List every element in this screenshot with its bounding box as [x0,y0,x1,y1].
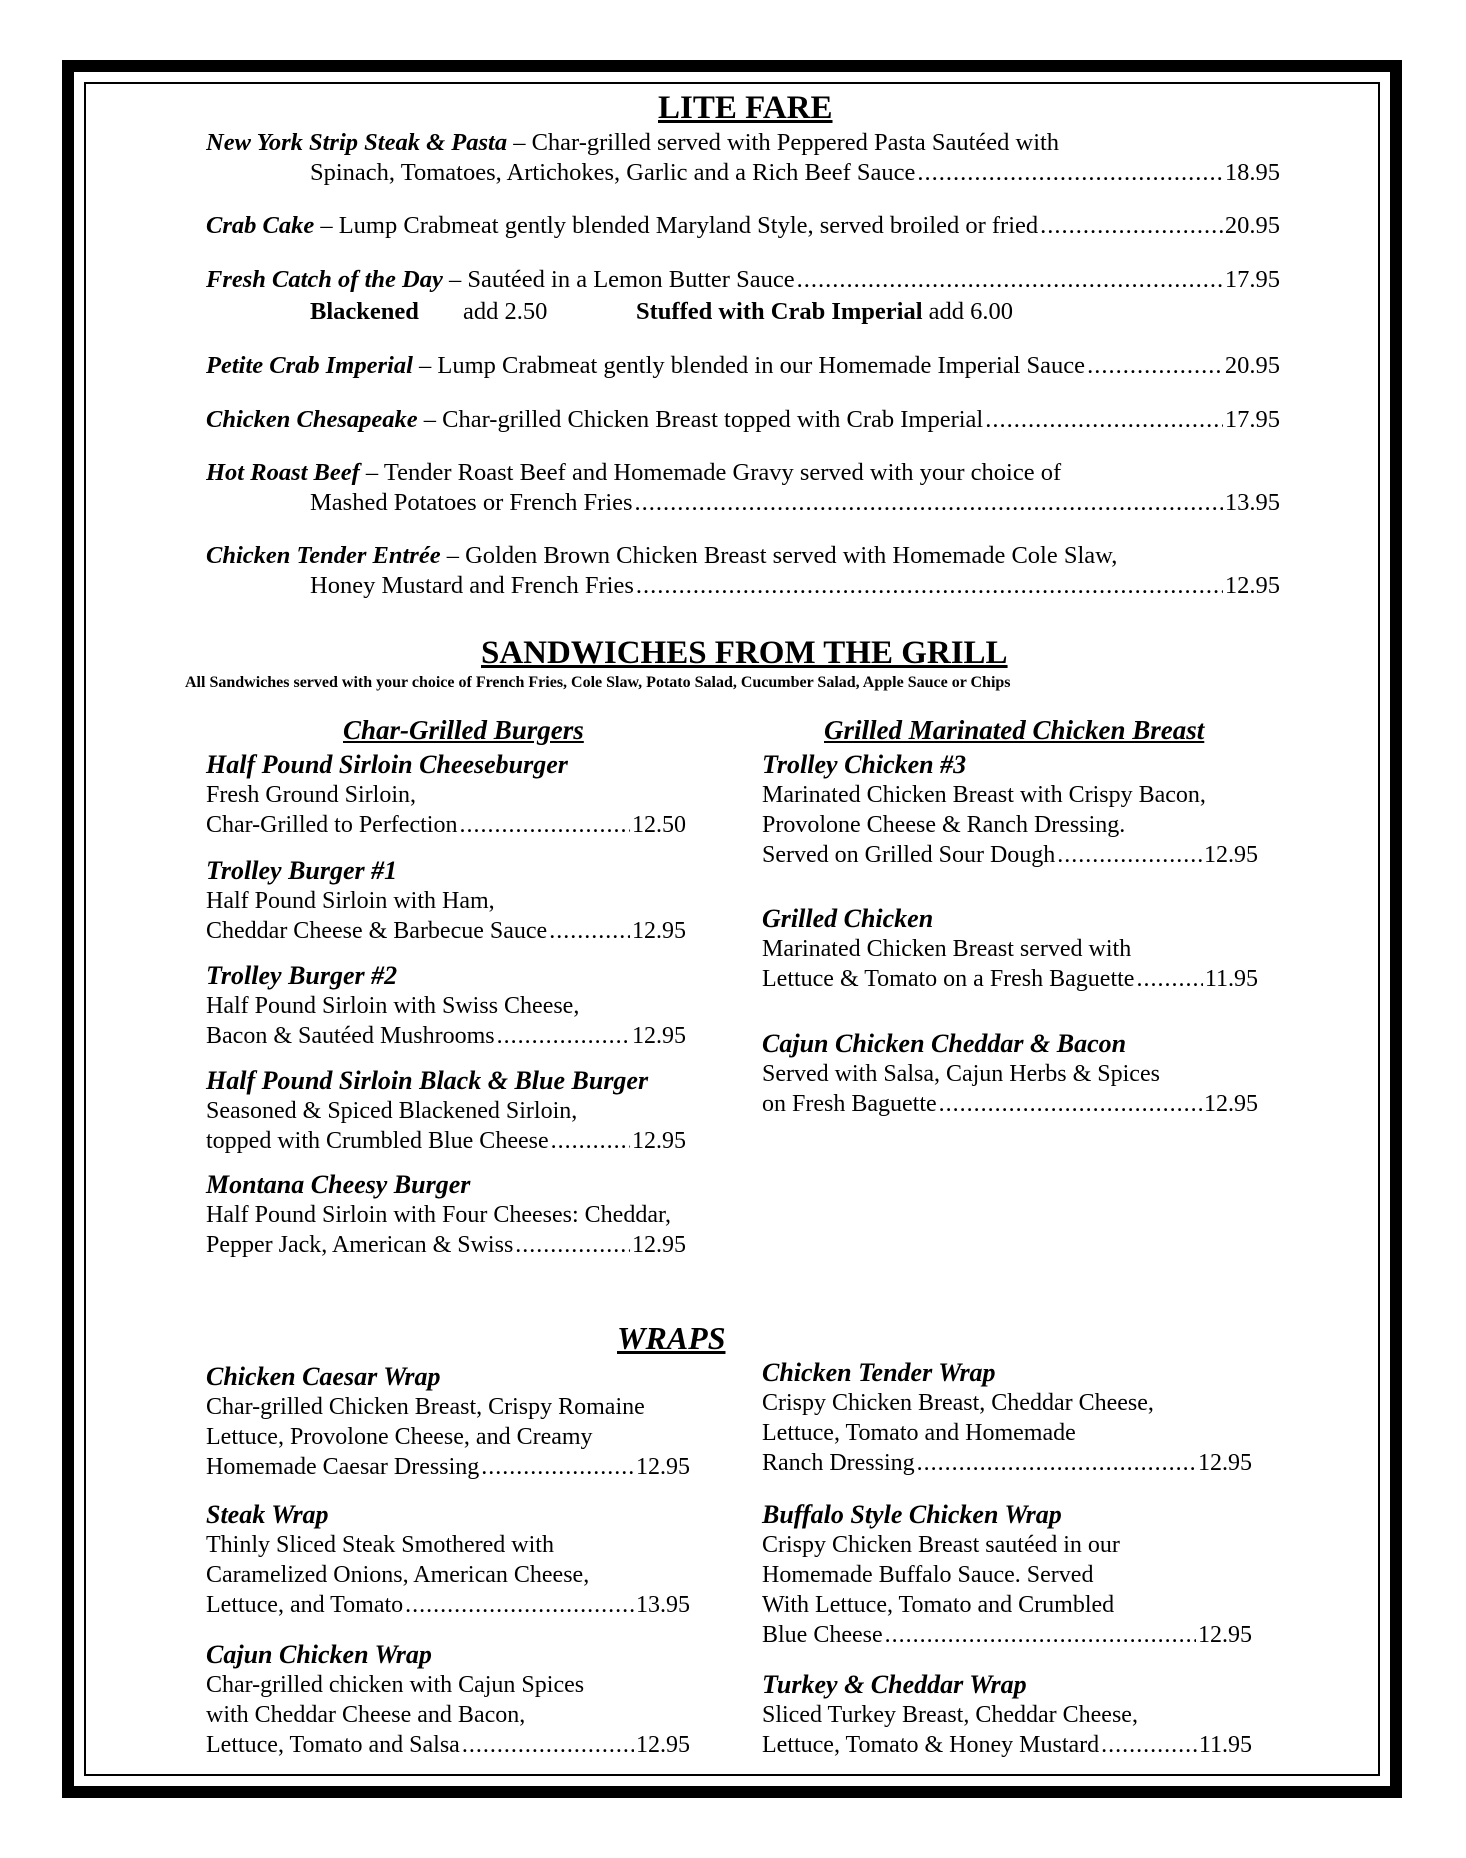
menu-item [762,1358,1252,1478]
item-desc: – Char-grilled served with Peppered Pasta Sautéed with [507,129,1060,156]
item-desc: Crispy Chicken Breast sautéed in our [762,1532,1120,1558]
wraps-heading: WRAPS [617,1320,726,1356]
item-name: Chicken Caesar Wrap [206,1362,441,1391]
item-desc: Char-grilled chicken with Cajun Spices [206,1672,585,1698]
sandwiches-heading: SANDWICHES FROM THE GRILL [481,635,1008,671]
lite-item [206,541,1280,601]
item-desc: Thinly Sliced Steak Smothered with [206,1532,554,1558]
item-name: Chicken Chesapeake [206,406,418,433]
menu-item [762,750,1258,870]
burgers-heading: Char-Grilled Burgers [343,715,584,745]
item-desc: Cheddar Cheese & Barbecue Sauce [206,918,548,944]
item-desc: Served with Salsa, Cajun Herbs & Spices [762,1061,1160,1087]
item-desc: Honey Mustard and French Fries [310,572,634,599]
item-price: 11.95 [1198,1732,1252,1758]
item-desc: Lettuce, Tomato and Homemade [762,1420,1076,1446]
item-name: Half Pound Sirloin Cheeseburger [206,750,568,779]
menu-item [206,1362,690,1482]
item-name: Fresh Catch of the Day [206,266,443,293]
item-name: Steak Wrap [206,1500,329,1529]
item-price: 17.95 [1224,406,1280,433]
item-name: Cajun Chicken Cheddar & Bacon [762,1029,1127,1058]
item-price: 12.95 [632,1023,686,1049]
item-desc: Caramelized Onions, American Cheese, [206,1562,590,1588]
item-price: 12.95 [632,918,686,944]
item-desc: Half Pound Sirloin with Four Cheeses: Cheddar, [206,1202,671,1228]
lite-item [206,211,1280,241]
menu-item [206,1066,686,1156]
item-desc: topped with Crumbled Blue Cheese [206,1128,549,1154]
item-desc: Blue Cheese [762,1622,883,1648]
item-name: Crab Cake [206,212,315,239]
item-desc: Half Pound Sirloin with Swiss Cheese, [206,993,580,1019]
item-name: Grilled Chicken [762,904,934,933]
item-price: 18.95 [1224,159,1280,186]
item-desc: with Cheddar Cheese and Bacon, [206,1702,526,1728]
menu-item [762,904,1258,994]
item-desc: Fresh Ground Sirloin, [206,782,416,808]
item-desc: Pepper Jack, American & Swiss [206,1232,514,1258]
item-name: Chicken Tender Entrée [206,542,441,569]
chicken-heading: Grilled Marinated Chicken Breast [824,715,1205,745]
lite-item [206,405,1280,435]
item-desc: Spinach, Tomatoes, Artichokes, Garlic and a Rich Beef Sauce [310,159,916,186]
item-name: Petite Crab Imperial [206,352,413,379]
item-desc: Char-grilled Chicken Breast, Crispy Romaine [206,1394,645,1420]
item-price: 12.95 [1204,842,1258,868]
item-desc: Homemade Buffalo Sauce. Served [762,1562,1094,1588]
item-desc: Homemade Caesar Dressing [206,1454,480,1480]
item-name: Montana Cheesy Burger [206,1170,471,1199]
item-desc: Mashed Potatoes or French Fries [310,489,633,516]
item-desc: Char-Grilled to Perfection [206,812,458,838]
item-desc: Bacon & Sautéed Mushrooms [206,1023,495,1049]
item-desc: Sliced Turkey Breast, Cheddar Cheese, [762,1702,1138,1728]
item-desc: With Lettuce, Tomato and Crumbled [762,1592,1115,1618]
menu-item [206,750,686,840]
menu-item [762,1670,1252,1760]
item-desc: Lettuce, and Tomato [206,1592,404,1618]
item-name: Cajun Chicken Wrap [206,1640,432,1669]
item-desc: on Fresh Baguette [762,1091,937,1117]
item-desc: Served on Grilled Sour Dough [762,842,1056,868]
item-desc: Marinated Chicken Breast served with [762,936,1132,962]
item-name: Hot Roast Beef [206,459,360,486]
item-desc: Lettuce, Tomato and Salsa [206,1732,460,1758]
item-price: 20.95 [1224,352,1280,379]
item-price: 12.95 [1198,1622,1252,1648]
item-name: Trolley Burger #2 [206,961,398,990]
item-desc: – Sautéed in a Lemon Butter Sauce [442,266,795,293]
item-desc: Lettuce & Tomato on a Fresh Baguette [762,966,1135,992]
item-desc: Crispy Chicken Breast, Cheddar Cheese, [762,1390,1154,1416]
item-price: 12.95 [1198,1450,1252,1476]
menu-item [206,1640,690,1760]
lite-item [206,351,1280,381]
item-desc: – Char-grilled Chicken Breast topped with Crab Imperial [417,406,984,433]
option-blackened-price: add 2.50 [463,298,548,325]
item-desc: – Lump Crabmeat gently blended in our Homemade Imperial Sauce [412,352,1086,379]
item-desc: – Lump Crabmeat gently blended Maryland Style, served broiled or fried [314,212,1039,239]
item-price: 17.95 [1224,266,1280,293]
item-desc: Seasoned & Spiced Blackened Sirloin, [206,1098,578,1124]
item-name: Trolley Chicken #3 [762,750,967,779]
item-price: 13.95 [636,1592,690,1618]
item-price: 12.95 [632,1128,686,1154]
item-desc: – Tender Roast Beef and Homemade Gravy served with your choice of [359,459,1062,486]
item-desc: – Golden Brown Chicken Breast served with Homemade Cole Slaw, [440,542,1118,569]
item-price: 12.95 [636,1732,690,1758]
item-price: 13.95 [1224,489,1280,516]
item-price: 20.95 [1224,212,1280,239]
item-name: Trolley Burger #1 [206,856,398,885]
item-desc: Lettuce, Tomato & Honey Mustard [762,1732,1100,1758]
item-price: 12.50 [632,812,686,838]
item-name: New York Strip Steak & Pasta [206,129,508,156]
menu-item [206,961,686,1051]
item-price: 12.95 [632,1232,686,1258]
item-desc: Half Pound Sirloin with Ham, [206,888,495,914]
item-name: Chicken Tender Wrap [762,1358,996,1387]
item-name: Turkey & Cheddar Wrap [762,1670,1027,1699]
menu-item [762,1500,1252,1650]
lite-item [206,458,1280,518]
item-price: 12.95 [636,1454,690,1480]
item-price: 12.95 [1224,572,1280,599]
item-desc: Marinated Chicken Breast with Crispy Bacon, [762,782,1206,808]
sandwiches-note: All Sandwiches served with your choice of French Fries, Cole Slaw, Potato Salad, Cucumber Salad, Apple Sauce or Chips [185,674,1011,691]
item-desc: Ranch Dressing [762,1450,915,1476]
item-name: Buffalo Style Chicken Wrap [762,1500,1062,1529]
item-name: Half Pound Sirloin Black & Blue Burger [206,1066,649,1095]
option-blackened: Blackened [310,298,419,325]
lite-item [206,128,1280,188]
menu-item [206,1170,686,1260]
option-stuffed: Stuffed with Crab Imperial add 6.00 [636,298,1014,325]
item-desc: Lettuce, Provolone Cheese, and Creamy [206,1424,593,1450]
menu-item [206,856,686,946]
item-price: 12.95 [1204,1091,1258,1117]
lite-item [206,265,1280,295]
item-desc: Provolone Cheese & Ranch Dressing. [762,812,1126,838]
menu-item [206,1500,690,1620]
item-price: 11.95 [1204,966,1258,992]
lite-fare-heading: LITE FARE [658,90,833,126]
menu-item [762,1029,1258,1119]
